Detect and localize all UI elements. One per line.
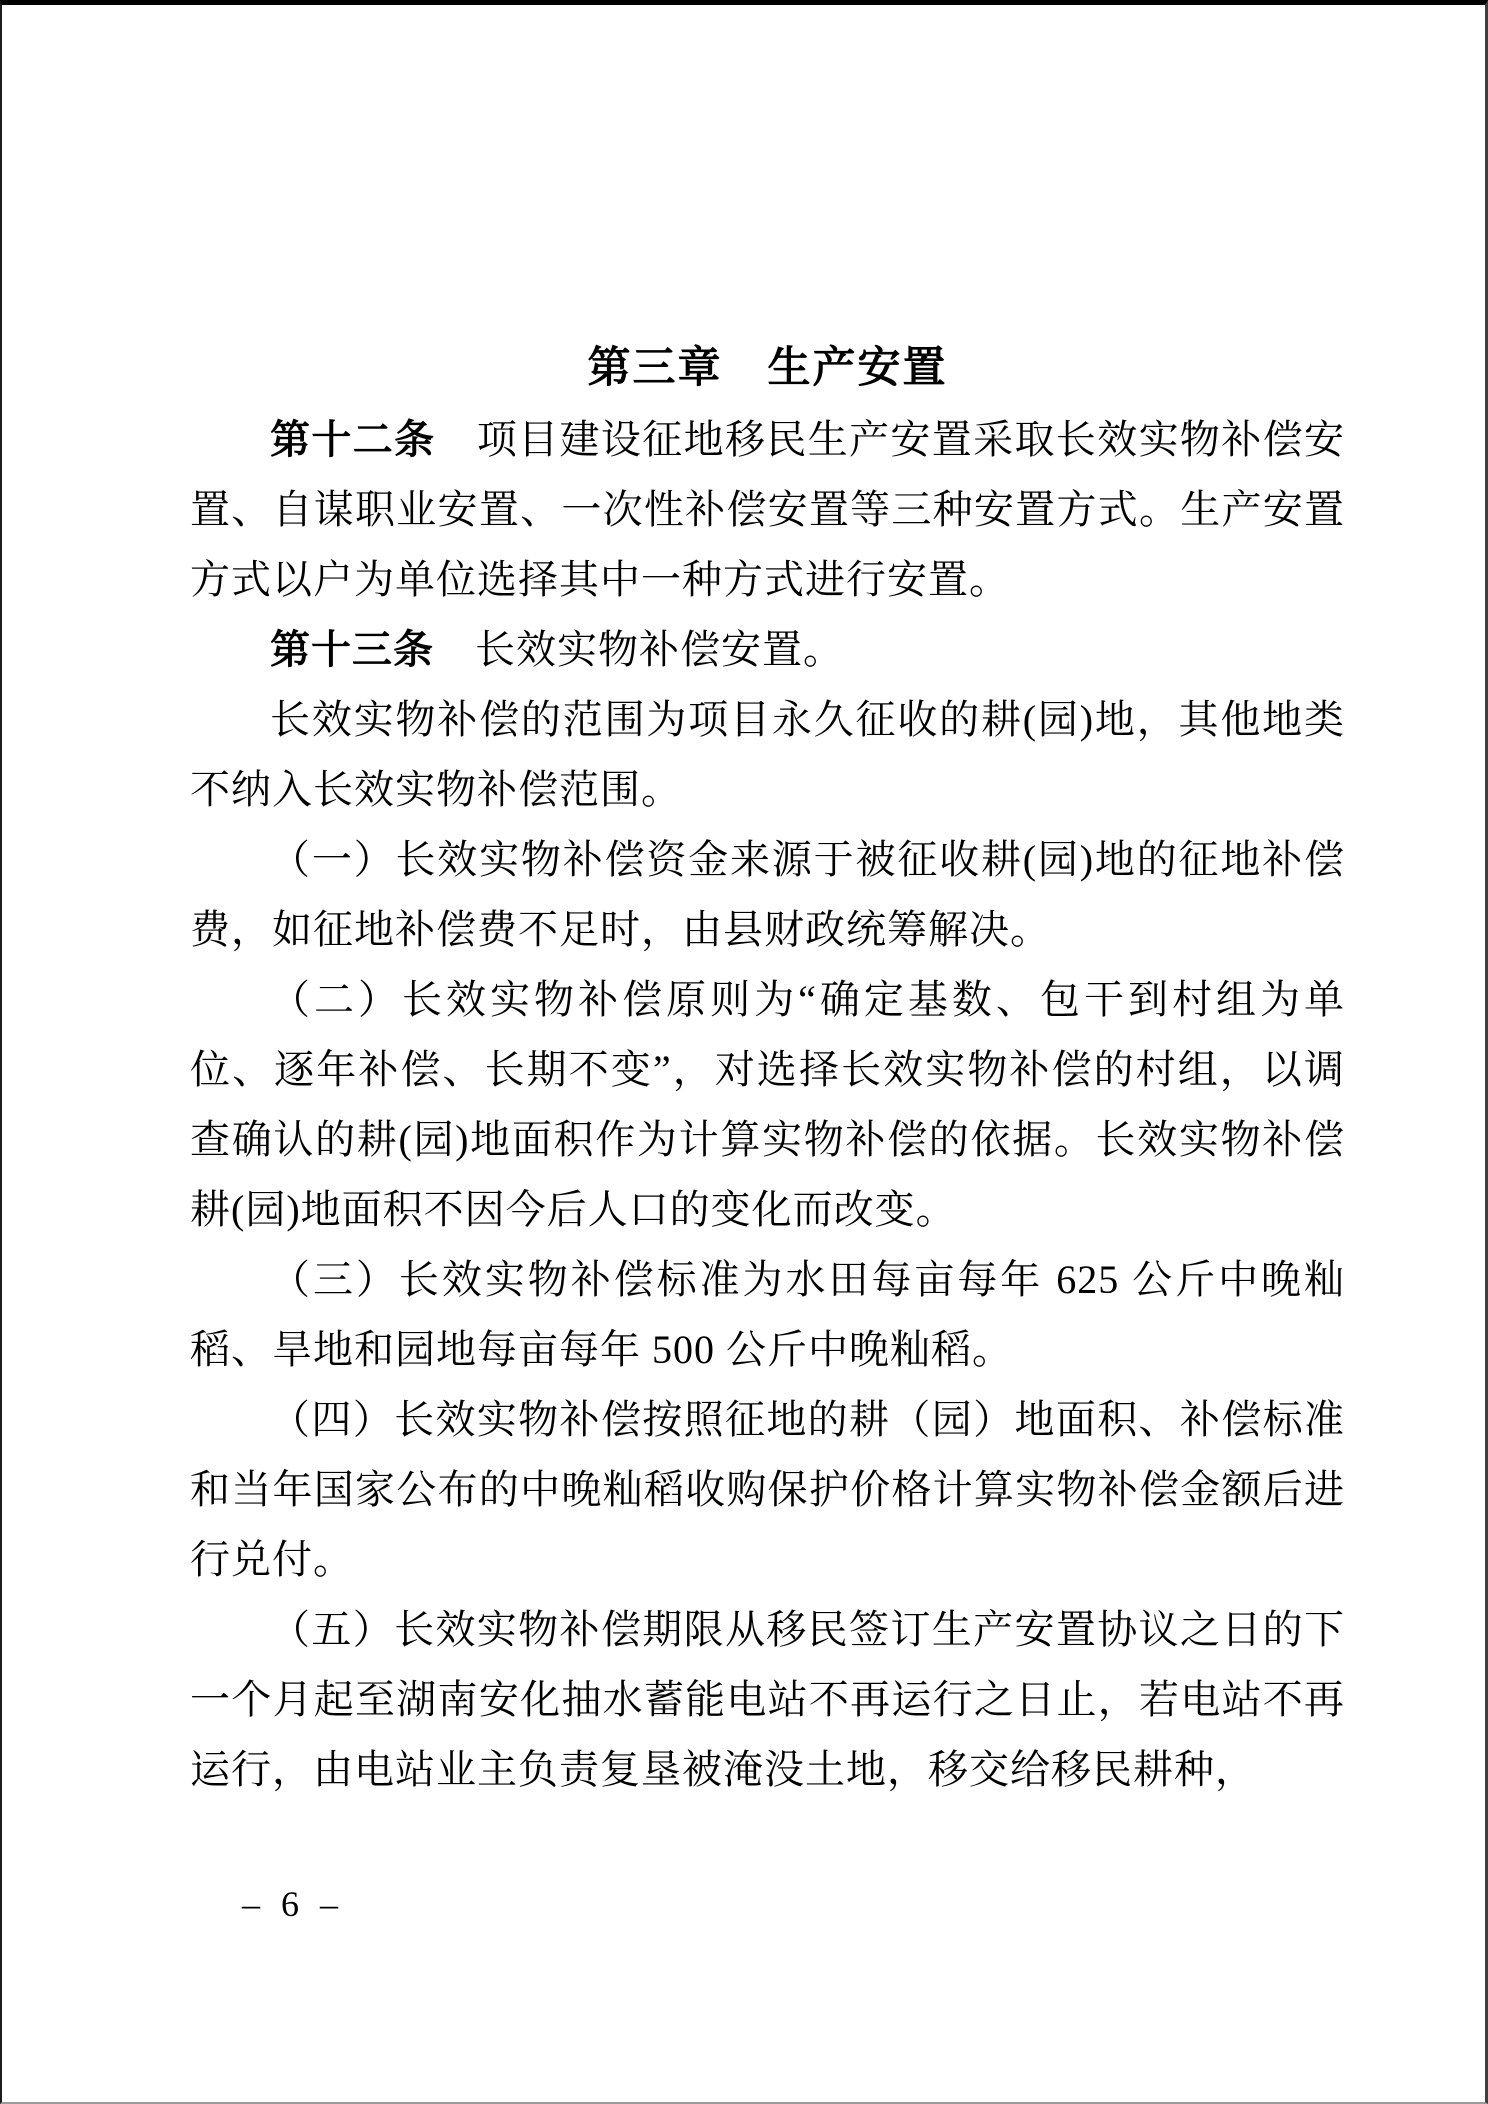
paragraph-text: 长效实物补偿的范围为项目永久征收的耕(园)地，其他地类不纳入长效实物补偿范围。	[190, 697, 1345, 812]
paragraph-clause-3	[190, 1245, 1345, 1385]
chapter-heading: 第三章 生产安置	[587, 344, 948, 392]
paragraph-clause-5	[190, 1595, 1345, 1805]
paragraph-text: （一）长效实物补偿资金来源于被征收耕(园)地的征地补偿费，如征地补偿费不足时，由县财政统筹解决。	[190, 837, 1345, 952]
text-block	[190, 331, 1345, 1805]
paragraph-article-12	[190, 405, 1345, 615]
page-number: – 6 –	[242, 1884, 344, 1924]
paragraph-text: （三）长效实物补偿标准为水田每亩每年 625 公斤中晚籼稻、旱地和园地每亩每年 500 公斤中晚籼稻。	[190, 1257, 1345, 1372]
paragraph-text: （四）长效实物补偿按照征地的耕（园）地面积、补偿标准和当年国家公布的中晚籼稻收购保护价格计算实物补偿金额后进行兑付。	[190, 1397, 1345, 1582]
paragraph-text: （二）长效实物补偿原则为“确定基数、包干到村组为单位、逐年补偿、长期不变”，对选择长效实物补偿的村组，以调查确认的耕(园)地面积作为计算实物补偿的依据。长效实物补偿耕(园)地面积不因今后人口的变化而改变。	[190, 977, 1345, 1232]
paragraph-clause-4	[190, 1385, 1345, 1595]
paragraph-text: （五）长效实物补偿期限从移民签订生产安置协议之日的下一个月起至湖南安化抽水蓄能电站不再运行之日止，若电站不再运行，由电站业主负责复垦被淹没土地，移交给移民耕种，	[190, 1607, 1345, 1792]
article-number: 第十三条	[270, 628, 475, 672]
paragraph-text: 长效实物补偿安置。	[475, 627, 844, 672]
article-number: 第十二条	[270, 418, 477, 462]
paragraph-text: 项目建设征地移民生产安置采取长效实物补偿安置、自谋职业安置、一次性补偿安置等三种安置方式。生产安置方式以户为单位选择其中一种方式进行安置。	[190, 417, 1346, 602]
paragraph-clause-1	[190, 825, 1345, 965]
paragraph-scope	[190, 685, 1345, 825]
paragraph-article-13	[190, 615, 1345, 685]
paragraph-clause-2	[190, 965, 1345, 1245]
